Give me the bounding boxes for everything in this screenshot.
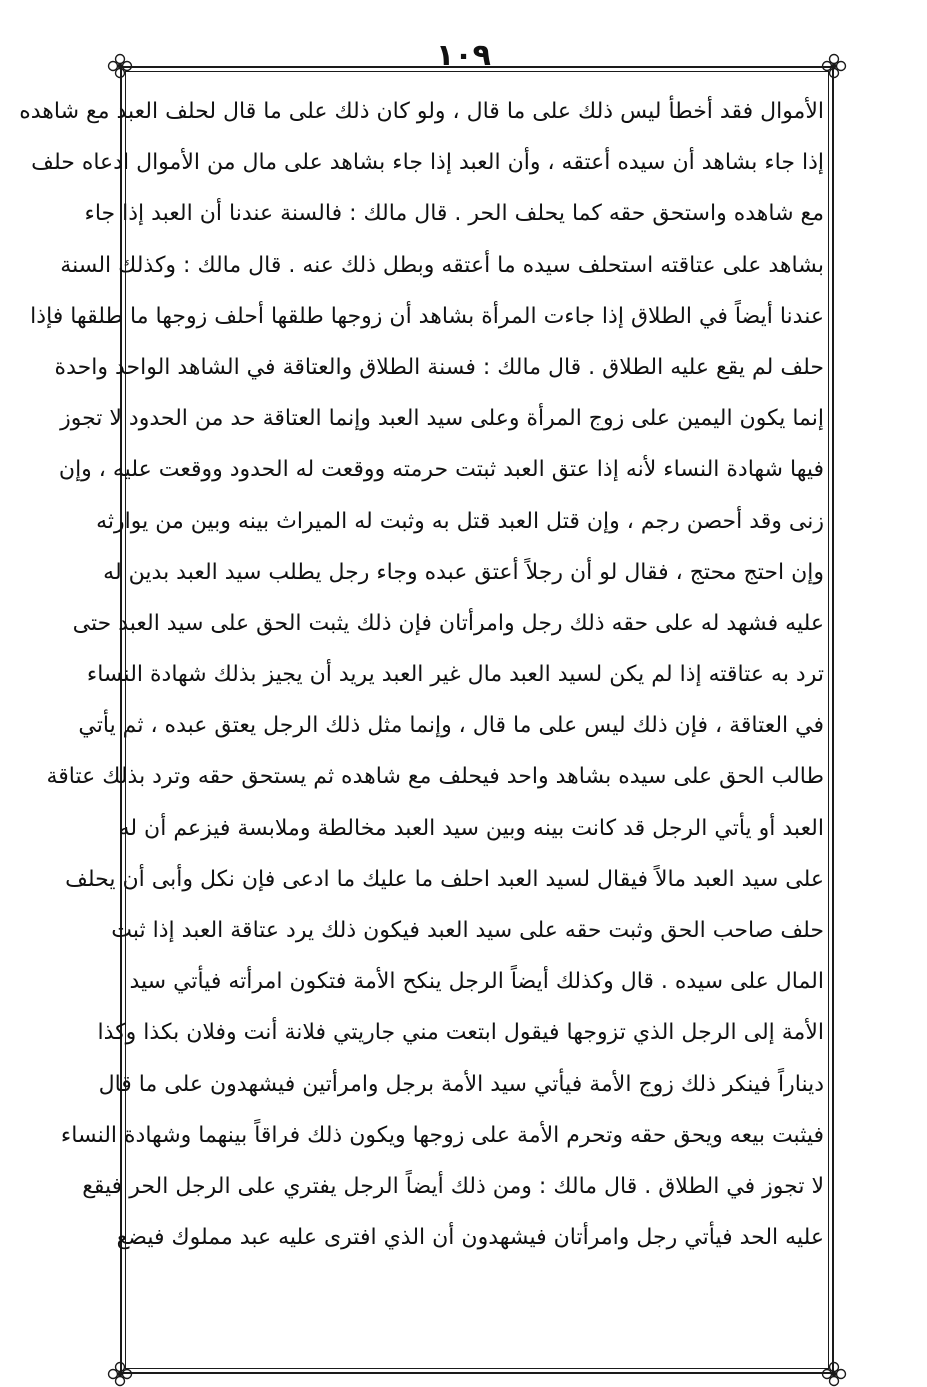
text-line: ترد به عتاقته إذا لم يكن لسيد العبد مال غير العبد يريد أن يجيز بذلك شهادة النساء xyxy=(86,662,824,688)
text-line: بشاهد على عتاقته استحلف سيده ما أعتقه وبطل ذلك عنه . قال مالك : وكذلك السنة xyxy=(60,252,824,278)
page-number: ١٠٩ xyxy=(436,38,491,73)
text-line: حلف لم يقع عليه الطلاق . قال مالك : فسنة الطلاق والعتاقة في الشاهد الواحد واحدة xyxy=(54,354,824,380)
corner-ornament-icon xyxy=(107,53,133,79)
corner-ornament-icon xyxy=(821,53,847,79)
text-line: فيثبت بيعه ويحق حقه وتحرم الأمة على زوجها ويكون ذلك فراقاً بينهما وشهادة النساء xyxy=(60,1122,824,1148)
text-line: العبد أو يأتي الرجل قد كانت بينه وبين سيد العبد مخالطة وملابسة فيزعم أن له xyxy=(118,815,824,841)
text-line: على سيد العبد مالاً فيقال لسيد العبد احلف ما عليك ما ادعى فإن نكل وأبى أن يحلف xyxy=(65,866,824,892)
text-line: ديناراً فينكر ذلك زوج الأمة فيأتي سيد الأمة برجل وامرأتين فيشهدون على ما قال xyxy=(98,1071,824,1097)
text-line: المال على سيده . قال وكذلك أيضاً الرجل ينكح الأمة فتكون امرأته فيأتي سيد xyxy=(129,969,824,995)
text-line: حلف صاحب الحق وثبت حقه على سيد العبد فيكون ذلك يرد عتاقة العبد إذا ثبت xyxy=(111,918,824,943)
corner-ornament-icon xyxy=(107,1361,133,1387)
text-line: الأموال فقد أخطأ ليس ذلك على ما قال ، ولو كان ذلك على ما قال لحلف العبد مع شاهده xyxy=(19,99,824,124)
text-line: مع شاهده واستحق حقه كما يحلف الحر . قال مالك : فالسنة عندنا أن العبد إذا جاء xyxy=(84,201,824,227)
text-line: لا تجوز في الطلاق . قال مالك : ومن ذلك أيضاً الرجل يفتري على الرجل الحر فيقع xyxy=(82,1173,824,1199)
text-line: زنى وقد أحصن رجم ، وإن قتل العبد قتل به وثبت له الميراث بينه وبين من يوارثه xyxy=(96,508,824,534)
page-frame xyxy=(19,66,834,1374)
text-line: طالب الحق على سيده بشاهد واحد فيحلف مع شاهده ثم يستحق حقه وترد بذلك عتاقة xyxy=(46,764,824,790)
corner-ornament-icon xyxy=(821,1361,847,1387)
text-line: فيها شهادة النساء لأنه إذا عتق العبد ثبتت حرمته ووقعت له الحدود ووقعت عليه ، وإن xyxy=(58,457,824,483)
text-line: عندنا أيضاً في الطلاق إذا جاءت المرأة بشاهد أن زوجها طلقها أحلف زوجها ما طلقها فإذا xyxy=(30,303,824,329)
text-line: الأمة إلى الرجل الذي تزوجها فيقول ابتعت مني جاريتي فلانة أنت وفلان بكذا وكذا xyxy=(97,1020,824,1046)
text-body xyxy=(19,86,824,1263)
text-line: إذا جاء بشاهد أن سيده أعتقه ، وأن العبد إذا جاء بشاهد على مال من الأموال ادعاه حلف xyxy=(31,150,824,176)
text-line: وإن احتج محتج ، فقال لو أن رجلاً أعتق عبده وجاء رجل يطلب سيد العبد بدين له xyxy=(103,559,824,585)
text-line: إنما يكون اليمين على زوج المرأة وعلى سيد العبد وإنما العتاقة حد من الحدود لا تجوز xyxy=(60,406,824,432)
text-line: عليه فشهد له على حقه ذلك رجل وامرأتان فإن ذلك يثبت الحق على سيد العبد حتى xyxy=(72,610,824,636)
text-line: في العتاقة ، فإن ذلك ليس على ما قال ، وإنما مثل ذلك الرجل يعتق عبده ، ثم يأتي xyxy=(78,713,824,739)
text-line: عليه الحد فيأتي رجل وامرأتان فيشهدون أن الذي افترى عليه عبد مملوك فيضع xyxy=(116,1225,824,1251)
